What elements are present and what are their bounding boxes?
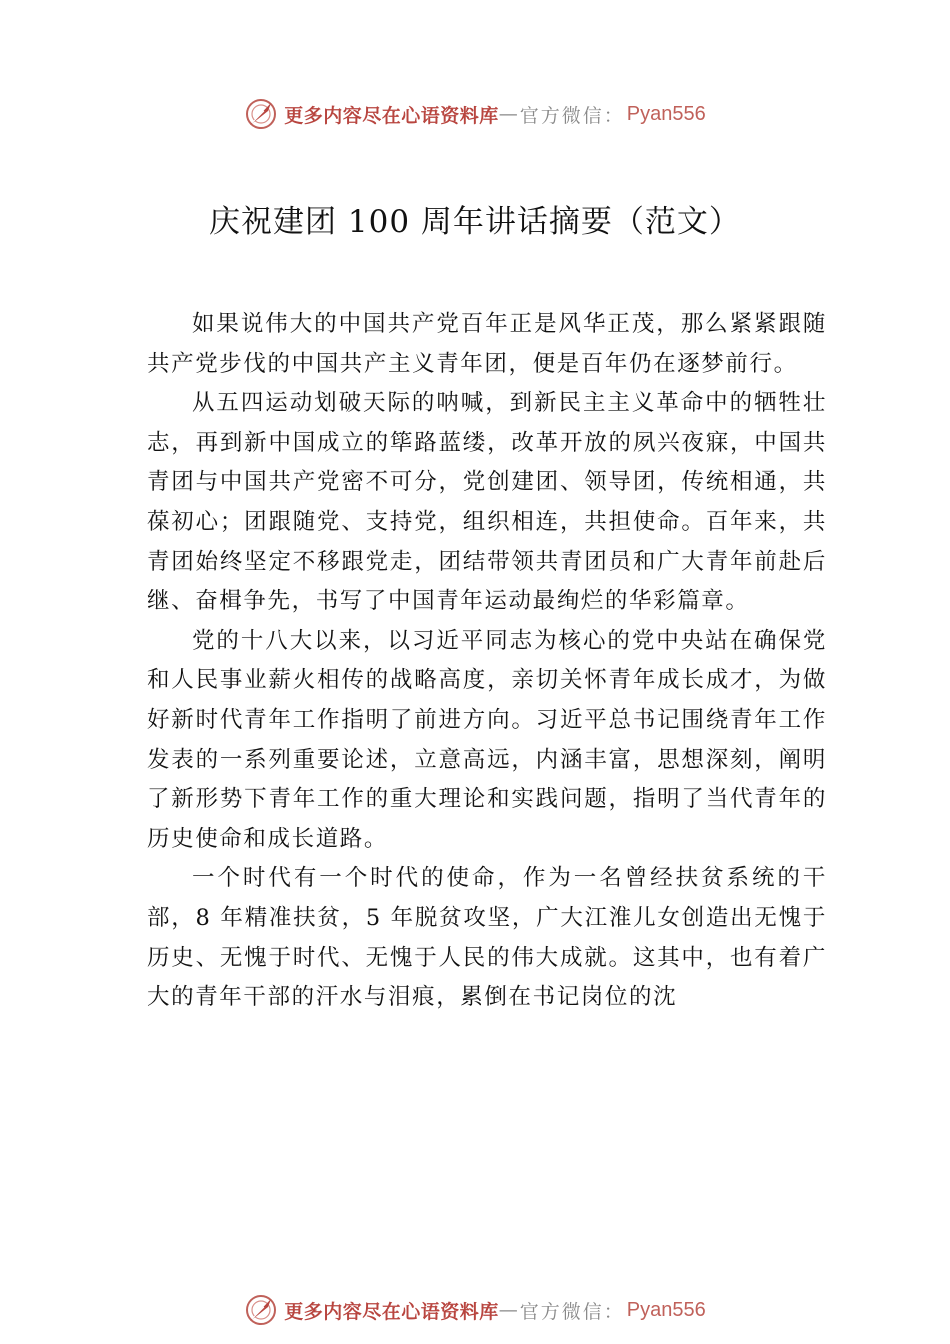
footer-wechat-id: Pyan556 xyxy=(626,1298,706,1321)
footer-dash: — xyxy=(498,1299,520,1321)
paragraph-1: 如果说伟大的中国共产党百年正是风华正茂，那么紧紧跟随共产党步伐的中国共产主义青年团，便是百年仍在逐梦前行。 xyxy=(147,311,827,377)
footer-brand-text: 更多内容尽在心语资料库 xyxy=(284,1300,499,1323)
footer-banner xyxy=(0,1290,950,1330)
header-brand-text: 更多内容尽在心语资料库 xyxy=(284,104,499,127)
paragraph-3: 党的十八大以来，以习近平同志为核心的党中央站在确保党和人民事业薪火相传的战略高度，亲切关怀青年成长成才，为做好新时代青年工作指明了前进方向。习近平总书记围绕青年工作发表的一系列重要论述，立意高远，内涵丰富，思想深刻，阐明了新形势下青年工作的重大理论和实践问题，指明了当代青年的历史使命和成长道路。 xyxy=(147,627,827,852)
header-official-label: 官方微信： xyxy=(519,104,625,127)
header-dash: — xyxy=(498,103,520,125)
document-body xyxy=(147,305,827,1018)
paragraph-2: 从五四运动划破天际的呐喊，到新民主主义革命中的牺牲壮志，再到新中国成立的筚路蓝缕，改革开放的夙兴夜寐，中国共青团与中国共产党密不可分，党创建团、领导团，传统相通，共葆初心；团跟随党、支持党，组织相连，共担使命。百年来，共青团始终坚定不移跟党走，团结带领共青团员和广大青年前赴后继、奋楫争先，书写了中国青年运动最绚烂的华彩篇章。 xyxy=(147,390,827,615)
header-banner xyxy=(0,94,950,134)
paragraph-4: 一个时代有一个时代的使命，作为一名曾经扶贫系统的干部，8 年精准扶贫，5 年脱贫攻坚，广大江淮儿女创造出无愧于历史、无愧于时代、无愧于人民的伟大成就。这其中，也有着广大的青年干部的汗水与泪痕，累倒在书记岗位的沈 xyxy=(147,865,827,1011)
quill-logo-icon xyxy=(244,1293,278,1327)
document-title: 庆祝建团 100 周年讲话摘要（范文） xyxy=(209,204,741,240)
header-wechat-id: Pyan556 xyxy=(626,102,706,125)
footer-official-label: 官方微信： xyxy=(519,1300,625,1323)
quill-logo-icon xyxy=(244,97,278,131)
